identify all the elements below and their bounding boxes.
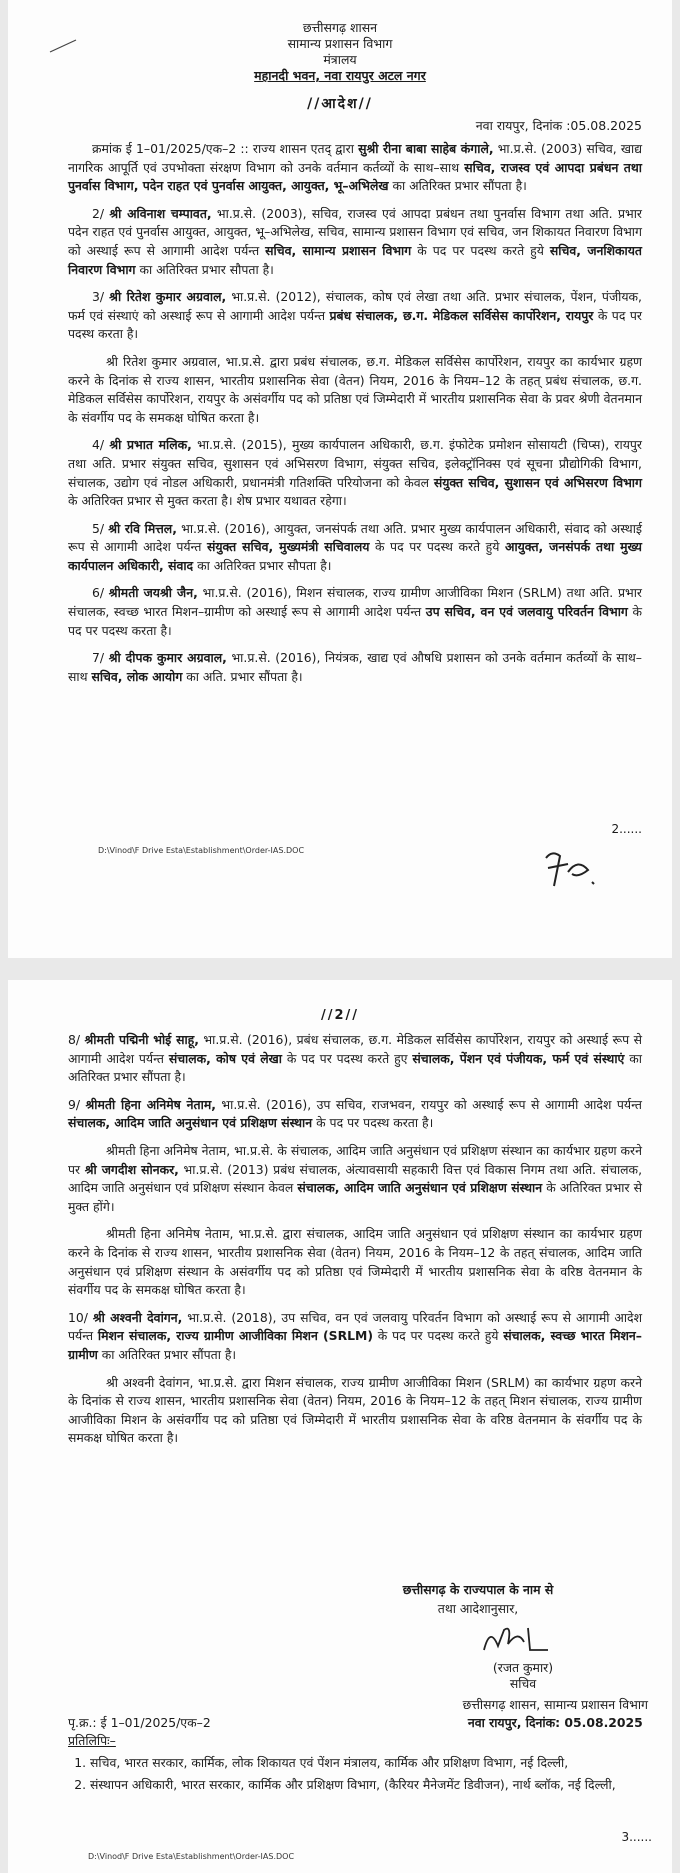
- secretary-signature: [478, 1620, 558, 1660]
- para-text: के अतिरिक्त प्रभार से मुक्त होंगे।: [68, 1180, 643, 1214]
- header-address: महानदी भवन, नवा रायपुर अटल नगर: [254, 68, 426, 83]
- dept-date-block: [463, 1696, 648, 1732]
- para-text: क्रमांक ई 1–01/2025/एक–2 :: राज्य शासन एतद् द्वारा: [92, 141, 359, 156]
- document-page-1: [8, 0, 672, 958]
- additional-charge: संचालक, पेंशन एवं पंजीयक, फर्म एवं संस्थाएं: [412, 1050, 625, 1066]
- para-text: के पद पर पदस्थ करते हुये: [369, 539, 505, 555]
- copies-list: [68, 1754, 648, 1794]
- assigned-post: मिशन संचालक, राज्य ग्रामीण आजीविका मिशन (SRLM): [97, 1328, 374, 1344]
- authority-line-2: तथा आदेशानुसार,: [437, 1601, 519, 1616]
- order-para-9b: [68, 1142, 642, 1216]
- order-para-5: [68, 520, 642, 576]
- officer-name: श्री प्रभात मलिक,: [109, 437, 192, 453]
- order-para-3b: श्री रितेश कुमार अग्रवाल, भा.प्र.से. द्वारा प्रबंध संचालक, छ.ग. मेडिकल सर्विसेस कार्पोरेशन, रायपुर का कार्यभार ग्रहण करने के दिनांक से राज्य शासन, भारतीय प्रशासनिक सेवा (वेतन) नियम, 2016 के नियम–12 के तहत् प्रबंध संचालक, छ.ग. मेडिकल सर्विसेस कार्पोरेशन, रायपुर के असंवर्गीय पद को प्रतिष्ठा एवं जिम्मेदारी में भारतीय प्रशासनिक सेवा के प्रवर श्रेणी वेतनमान के संवर्गीय पद के समकक्ष घोषित करता है।: [68, 353, 642, 425]
- para-text: के पद पर पदस्थ करता है।: [68, 307, 642, 342]
- order-para-2: [68, 205, 642, 279]
- para-text: श्रीमती हिना अनिमेष नेताम, भा.प्र.से. के संचालक, आदिम जाति अनुसंधान एवं प्रशिक्षण संस्थान का कार्यभार ग्रहण करने पर: [68, 1142, 642, 1177]
- signatory-title: सचिव: [509, 1676, 537, 1691]
- additional-charge: सचिव, लोक आयोग: [91, 668, 183, 684]
- governor-authority-block: [348, 1580, 608, 1618]
- para-text: का अति. प्रभार सौंपता है।: [182, 668, 303, 684]
- header-secretariat: मंत्रालय: [323, 52, 357, 67]
- endorsement-header: [68, 1696, 648, 1732]
- assigned-post: संयुक्त सचिव, मुख्यमंत्री सचिवालय: [206, 539, 370, 555]
- para-text: का अतिरिक्त प्रभार सौंपता है।: [97, 1346, 237, 1362]
- order-body-2: [8, 1031, 672, 1448]
- para-number: 6/: [92, 585, 109, 601]
- para-text: के अतिरिक्त प्रभार से मुक्त करता है। शेष प्रभार यथावत रहेगा।: [68, 493, 347, 509]
- para-number: 2/: [92, 205, 110, 221]
- para-text: के पद पर पदस्थ करते हुये: [373, 1328, 504, 1344]
- assigned-post: सचिव, राजस्व एवं आपदा प्रबंधन तथा पुनर्वास विभाग, पदेन राहत एवं पुनर्वास आयुक्त, आयुक्त, भू–अभिलेख: [68, 159, 643, 194]
- additional-charge: सचिव, जनशिकायत निवारण विभाग: [68, 242, 642, 277]
- assigned-post: उप सचिव, वन एवं जलवायु परिवर्तन विभाग: [425, 604, 628, 620]
- officer-name: श्रीमती हिना अनिमेष नेताम,: [85, 1096, 216, 1112]
- para-text: भा.प्र.से. (2012), संचालक, कोष एवं लेखा तथा अति. प्रभार संचालक, पेंशन, पंजीयक, फर्म एवं संस्थाएं को अस्थाई रूप से आगामी आदेश पर्यन्त: [68, 289, 642, 323]
- para-text: के पद पर पदस्थ करता है।: [312, 1115, 434, 1131]
- order-para-8: [68, 1031, 642, 1087]
- document-page-2: [8, 980, 672, 1873]
- para-number: 10/: [68, 1309, 93, 1325]
- copies-label: प्रतिलिपिः–: [68, 1733, 116, 1748]
- officer-name: श्री दीपक कुमार अग्रवाल,: [108, 650, 227, 666]
- para-text: भा.प्र.से. (2003) सचिव, खाद्य नागरिक आपूर्ति एवं उपभोक्ता संरक्षण विभाग को उनके वर्तमान कर्तव्यों के साथ–साथ: [68, 141, 642, 175]
- para-number: 9/: [68, 1096, 86, 1112]
- officer-name: सुश्री रीना बाबा साहेब कंगाले,: [358, 141, 494, 156]
- order-body: [8, 140, 672, 686]
- para-number: 4/: [92, 437, 110, 453]
- para-text: भा.प्र.से. (2016), उप सचिव, राजभवन, रायपुर को अस्थाई रूप से आगामी आदेश पर्यन्त: [215, 1096, 642, 1112]
- file-path-footer: D:\Vinod\F Drive Esta\Establishment\Order-IAS.DOC: [98, 846, 305, 855]
- para-text: के पद पर पदस्थ करते हुये: [411, 242, 550, 258]
- file-path-footer: D:\Vinod\F Drive Esta\Establishment\Order-IAS.DOC: [88, 1852, 295, 1861]
- officer-name: श्रीमती जयश्री जैन,: [108, 585, 198, 601]
- endorsement-date: नवा रायपुर, दिनांक: 05.08.2025: [467, 1715, 643, 1730]
- continued-marker: 2......: [611, 822, 642, 836]
- para-text: भा.प्र.से. (2016), मिशन संचालक, राज्य ग्रामीण आजीविका मिशन (SRLM) तथा अति. प्रभार संचालक, स्वच्छ भारत मिशन–ग्रामीण को अस्थाई रूप से आगामी आदेश पर्यन्त: [68, 585, 642, 620]
- para-text: भा.प्र.से. (2016), नियंत्रक, खाद्य एवं औषधि प्रशासन को उनके वर्तमान कर्तव्यों के साथ–साथ: [68, 650, 643, 684]
- officer-name: श्री रवि मित्तल,: [108, 520, 177, 536]
- signatory-block: [448, 1658, 598, 1691]
- relieved-charge: संचालक, आदिम जाति अनुसंधान एवं प्रशिक्षण संस्थान: [297, 1180, 543, 1196]
- page-number: //2//: [320, 1008, 360, 1023]
- pen-mark: [48, 38, 78, 54]
- header-government: छत्तीसगढ़ शासन: [302, 20, 378, 35]
- para-text: का अतिरिक्त प्रभार सौंपता है।: [388, 178, 527, 194]
- order-para-3: [68, 288, 642, 344]
- order-para-10b: श्री अश्वनी देवांगन, भा.प्र.से. द्वारा मिशन संचालक, राज्य ग्रामीण आजीविका मिशन (SRLM) का कार्यभार ग्रहण करने के दिनांक से राज्य शासन, भारतीय प्रशासनिक सेवा (वेतन) नियम, 2016 के नियम–12 के तहत् मिशन संचालक, राज्य ग्रामीण आजीविका मिशन के असंवर्गीय पद को प्रतिष्ठा एवं जिम्मेदारी में भारतीय प्रशासनिक सेवा के वरिष्ठ वेतनमान के संवर्गीय पद के समकक्ष घोषित करता है।: [68, 1374, 642, 1446]
- para-number: 3/: [92, 289, 110, 305]
- signatory-name: (रजत कुमार): [492, 1660, 554, 1675]
- para-text: का अतिरिक्त प्रभार सौपता है।: [135, 261, 274, 277]
- order-para-1: [68, 140, 642, 196]
- authority-line-1: छत्तीसगढ़ के राज्यपाल के नाम से: [402, 1582, 554, 1597]
- para-text: के पद पर पदस्थ करता है।: [68, 604, 642, 638]
- para-text: भा.प्र.से. (2018), उप सचिव, वन एवं जलवायु परिवर्तन विभाग को अस्थाई रूप से आगामी आदेश पर्यन्त: [68, 1309, 643, 1344]
- para-number: 8/: [68, 1032, 85, 1047]
- officer-name: श्री अविनाश चम्पावत,: [109, 205, 212, 221]
- para-text: का अतिरिक्त प्रभार सौंपता है।: [68, 1050, 643, 1085]
- copy-recipient: 1. सचिव, भारत सरकार, कार्मिक, लोक शिकायत एवं पेंशन मंत्रालय, कार्मिक और प्रशिक्षण विभाग, नई दिल्ली,: [90, 1754, 648, 1772]
- para-number: 5/: [92, 520, 109, 536]
- header-department: सामान्य प्रशासन विभाग: [287, 36, 393, 51]
- order-para-10: [68, 1309, 642, 1365]
- copy-recipient: 2. संस्थापन अधिकारी, भारत सरकार, कार्मिक और प्रशिक्षण विभाग, (कैरियर मैनेजमेंट डिवीजन), नार्थ ब्लॉक, नई दिल्ली,: [90, 1776, 648, 1794]
- order-para-9: [68, 1096, 642, 1133]
- relieved-charge: संयुक्त सचिव, सुशासन एवं अभिसरण विभाग: [433, 474, 642, 490]
- para-text: का अतिरिक्त प्रभार सौपता है।: [193, 557, 332, 573]
- para-text: भा.प्र.से. (2016), प्रबंध संचालक, छ.ग. मेडिकल सर्विसेस कार्पोरेशन, रायपुर को अस्थाई रूप से आगामी आदेश पर्यन्त: [68, 1032, 642, 1066]
- additional-charge: संचालक, स्वच्छ भारत मिशन–ग्रामीण: [68, 1328, 642, 1362]
- assigned-post: सचिव, सामान्य प्रशासन विभाग: [265, 242, 412, 258]
- officer-name: श्री जगदीश सोनकर,: [84, 1161, 179, 1177]
- order-para-7: [68, 649, 642, 686]
- dept-name: छत्तीसगढ़ शासन, सामान्य प्रशासन विभाग: [462, 1697, 648, 1712]
- para-text: भा.प्र.से. (2015), मुख्य कार्यपालन अधिकारी, छ.ग. इंफोटेक प्रमोशन सोसायटी (चिप्स), रायपुर तथा अति. प्रभार संयुक्त सचिव, सुशासन एवं अभिसरण विभाग, संयुक्त सचिव, इलेक्ट्रॉनिक्स एवं सूचना प्रौद्योगिकी विभाग, संचालक, उद्योग एवं नोडल अधिकारी, प्रधानमंत्री गतिशक्ति परियोजना को केवल: [68, 437, 642, 490]
- assigned-post: प्रबंध संचालक, छ.ग. मेडिकल सर्विसेस कार्पोरेशन, रायपुर: [329, 307, 594, 323]
- assigned-post: संचालक, आदिम जाति अनुसंधान एवं प्रशिक्षण संस्थान: [68, 1115, 313, 1131]
- document-header: [8, 0, 672, 84]
- officer-name: श्री अश्वनी देवांगन,: [92, 1309, 183, 1325]
- para-text: भा.प्र.से. (2013) प्रबंध संचालक, अंत्यावसायी सहकारी वित्त एवं विकास निगम तथा अति. संचालक, आदिम जाति अनुसंधान एवं प्रशिक्षण संस्थान केवल: [68, 1161, 643, 1196]
- para-text: भा.प्र.से. (2016), आयुक्त, जनसंपर्क तथा अति. प्रभार मुख्य कार्यपालन अधिकारी, संवाद को अस्थाई रूप से आगामी आदेश पर्यन्त: [68, 520, 642, 555]
- additional-charge: आयुक्त, जनसंपर्क तथा मुख्य कार्यपालन अधिकारी, संवाद: [68, 539, 642, 573]
- para-text: के पद पर पदस्थ करते हुए: [281, 1050, 413, 1066]
- officer-name: श्री रितेश कुमार अग्रवाल,: [109, 289, 227, 305]
- continued-marker: 3......: [621, 1830, 652, 1844]
- order-title: //आदेश//: [307, 96, 373, 112]
- order-date: नवा रायपुर, दिनांक :05.08.2025: [475, 118, 642, 133]
- officer-name: श्रीमती पद्मिनी भोई साहू,: [84, 1032, 199, 1047]
- order-para-4: [68, 436, 642, 510]
- order-para-6: [68, 584, 642, 640]
- endorsement-number: पृ.क्र.: ई 1–01/2025/एक–2: [68, 1715, 211, 1730]
- endorsement-section: [68, 1696, 648, 1798]
- assigned-post: संचालक, कोष एवं लेखा: [168, 1050, 282, 1066]
- para-number: 7/: [92, 650, 109, 666]
- initials-signature: [538, 846, 608, 896]
- order-para-9c: श्रीमती हिना अनिमेष नेताम, भा.प्र.से. द्वारा संचालक, आदिम जाति अनुसंधान एवं प्रशिक्षण संस्थान का कार्यभार ग्रहण करने के दिनांक से राज्य शासन, भारतीय प्रशासनिक सेवा (वेतन) नियम, 2016 के नियम–12 के तहत् संचालक, आदिम जाति अनुसंधान एवं प्रशिक्षण संस्थान के असंवर्गीय पद को प्रतिष्ठा एवं जिम्मेदारी में भारतीय प्रशासनिक सेवा के वरिष्ठ वेतनमान के संवर्गीय पद के समकक्ष घोषित करता है।: [68, 1226, 642, 1298]
- para-text: भा.प्र.से. (2003), सचिव, राजस्व एवं आपदा प्रबंधन तथा पुनर्वास विभाग तथा अति. प्रभार पदेन राहत एवं पुनर्वास आयुक्त, आयुक्त, भू–अभिलेख, सचिव, सामान्य प्रशासन विभाग एवं सचिव, जन शिकायत निवारण विभाग को अस्थाई रूप से आगामी आदेश पर्यन्त: [68, 205, 642, 258]
